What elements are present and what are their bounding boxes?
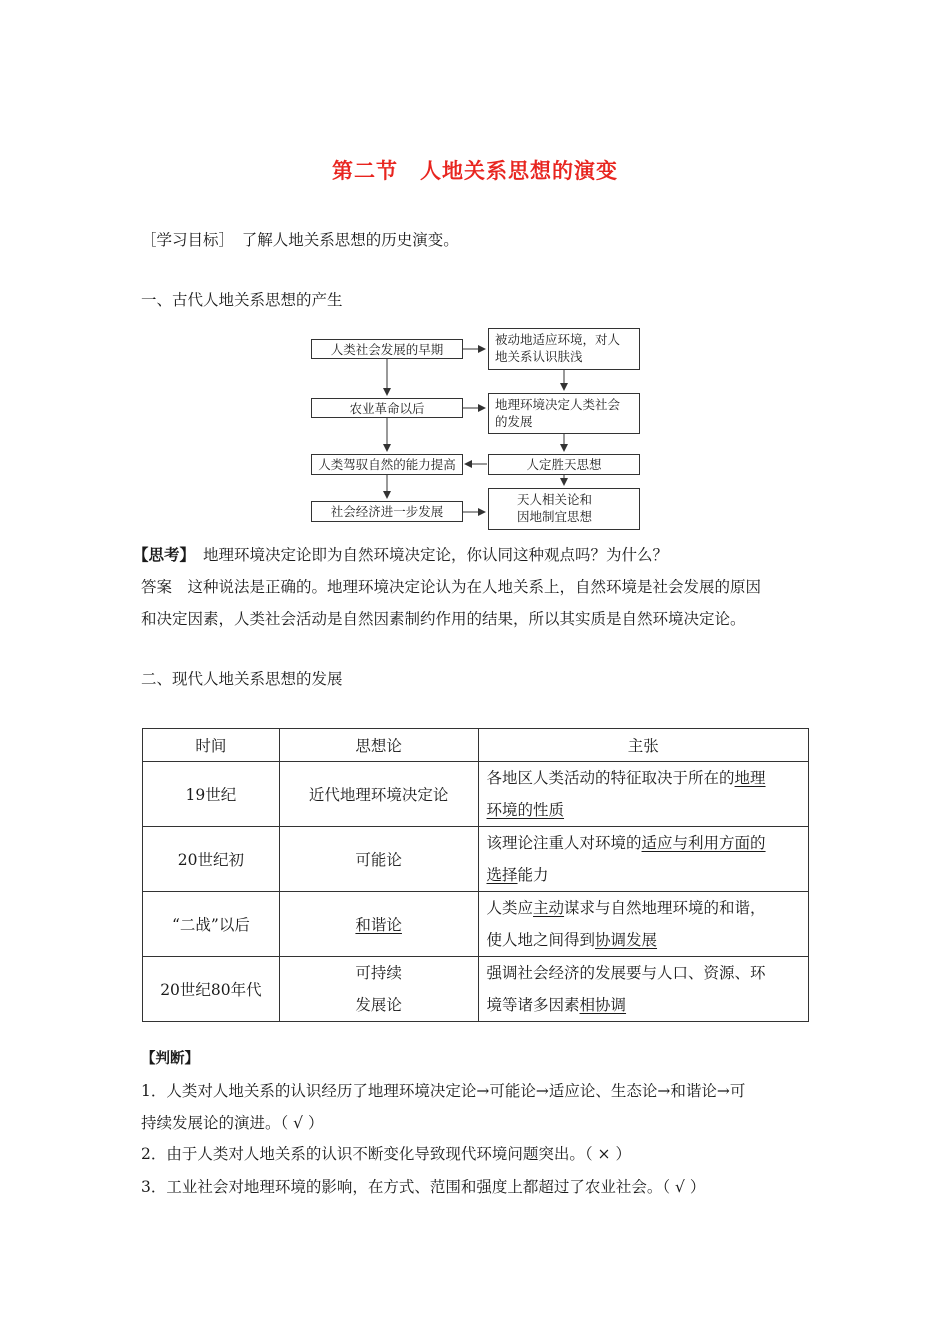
flow-left-box-2: 农业革命以后 bbox=[311, 398, 463, 418]
think-question bbox=[133, 546, 668, 565]
section-heading-2: 二、现代人地关系思想的发展 bbox=[141, 670, 343, 688]
flow-right-box-1 bbox=[488, 328, 640, 370]
flow-right-box-2 bbox=[488, 393, 640, 434]
claim-text: 谋求与自然地理环境的和谐， bbox=[564, 899, 766, 917]
thought-table bbox=[142, 728, 809, 1022]
claim-key-term: 选择 bbox=[486, 866, 518, 884]
claim-text: 能力 bbox=[517, 866, 549, 884]
claim-key-term: 地理 bbox=[734, 769, 766, 787]
claim-text: 境等诸多因素 bbox=[486, 996, 580, 1014]
table-row bbox=[143, 762, 809, 827]
table-row bbox=[143, 892, 809, 957]
row-theory: 可能论 bbox=[279, 827, 478, 892]
judge-line-4: 3．工业社会对地理环境的影响，在方式、范围和强度上都超过了农业社会。（ √ ） bbox=[141, 1178, 706, 1196]
table-row bbox=[143, 957, 809, 1022]
claim-text: 强调社会经济的发展要与人口、资源、环 bbox=[486, 964, 766, 982]
claim-text: 该理论注重人对环境的 bbox=[486, 834, 642, 852]
think-question-text: 地理环境决定论即为自然环境决定论，你认同这种观点吗？为什么？ bbox=[203, 546, 669, 564]
row-claim bbox=[478, 762, 808, 827]
table-row bbox=[143, 827, 809, 892]
claim-text: 使人地之间得到 bbox=[486, 931, 596, 949]
learning-objective: ［学习目标］ 了解人地关系思想的历史演变。 bbox=[141, 231, 459, 249]
claim-key-term: 协调发展 bbox=[595, 931, 658, 949]
claim-key-term: 相协调 bbox=[579, 996, 627, 1014]
section-heading-1: 一、古代人地关系思想的产生 bbox=[141, 291, 343, 309]
flow-right-box-1-line-1: 被动地适应环境，对人 bbox=[495, 332, 621, 347]
row-claim bbox=[478, 827, 808, 892]
claim-key-term: 主动 bbox=[533, 899, 565, 917]
table-header-theory: 思想论 bbox=[279, 729, 478, 762]
claim-text: 人类应 bbox=[486, 899, 534, 917]
think-answer-line-2: 和决定因素，人类社会活动是自然因素制约作用的结果，所以其实质是自然环境决定论。 bbox=[141, 610, 746, 628]
flow-right-box-4-line-1: 天人相关论和 bbox=[517, 492, 593, 507]
flow-right-box-2-line-1: 地理环境决定人类社会 bbox=[495, 397, 621, 412]
think-label: 【思考】 bbox=[133, 546, 196, 564]
page-title: 第二节 人地关系思想的演变 bbox=[332, 159, 618, 183]
flow-right-box-4-line-2: 因地制宜思想 bbox=[517, 509, 593, 524]
table-header-row bbox=[143, 729, 809, 762]
judge-line-1: 1．人类对人地关系的认识经历了地理环境决定论→可能论→适应论、生态论→和谐论→可 bbox=[141, 1082, 746, 1100]
row-time: 20世纪初 bbox=[143, 827, 280, 892]
judge-line-3: 2．由于人类对人地关系的认识不断变化导致现代环境问题突出。（ × ） bbox=[141, 1145, 631, 1163]
flow-left-box-3: 人类驾驭自然的能力提高 bbox=[311, 454, 463, 475]
claim-text: 各地区人类活动的特征取决于所在的 bbox=[486, 769, 735, 787]
think-answer-line-1: 答案 这种说法是正确的。地理环境决定论认为在人地关系上，自然环境是社会发展的原因 bbox=[141, 578, 762, 596]
row-theory-underlined: 和谐论 bbox=[355, 916, 402, 934]
claim-key-term: 环境的性质 bbox=[486, 801, 565, 819]
flow-left-box-4: 社会经济进一步发展 bbox=[311, 501, 463, 522]
row-theory bbox=[279, 892, 478, 957]
row-theory: 可持续 发展论 bbox=[279, 957, 478, 1022]
row-claim bbox=[478, 957, 808, 1022]
flow-right-box-2-line-2: 的发展 bbox=[495, 414, 533, 429]
row-time: 20世纪80年代 bbox=[143, 957, 280, 1022]
table-header-time: 时间 bbox=[143, 729, 280, 762]
flow-right-box-3: 人定胜天思想 bbox=[488, 454, 640, 475]
flow-right-box-1-line-2: 地关系认识肤浅 bbox=[495, 349, 583, 364]
row-theory: 近代地理环境决定论 bbox=[279, 762, 478, 827]
claim-key-term: 适应与利用方面的 bbox=[641, 834, 766, 852]
flow-right-box-4 bbox=[488, 488, 640, 530]
table-header-claim: 主张 bbox=[478, 729, 808, 762]
row-time: “二战”以后 bbox=[143, 892, 280, 957]
flow-left-box-1: 人类社会发展的早期 bbox=[311, 339, 463, 359]
judge-label: 【判断】 bbox=[141, 1051, 199, 1067]
row-time: 19世纪 bbox=[143, 762, 280, 827]
row-claim bbox=[478, 892, 808, 957]
judge-line-2: 持续发展论的演进。（ √ ） bbox=[141, 1114, 324, 1132]
